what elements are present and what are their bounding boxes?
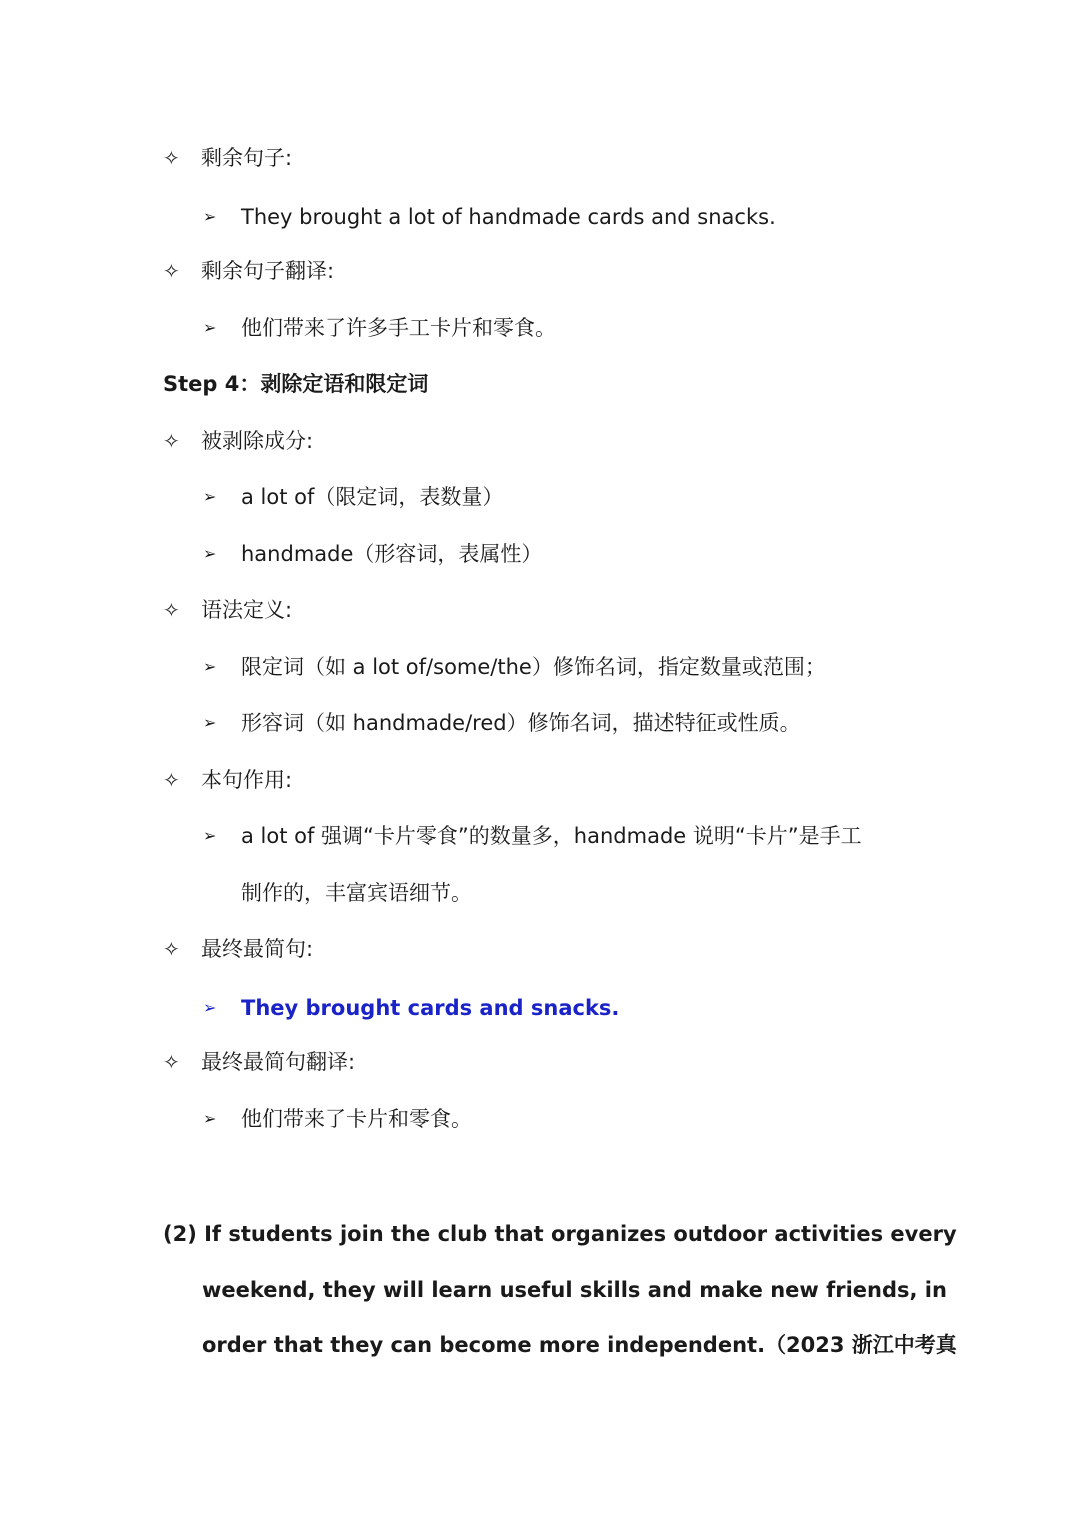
question-line bbox=[163, 1219, 957, 1249]
sub-bullet-text: 他们带来了许多手工卡片和零食。 bbox=[241, 316, 556, 340]
diamond-star-icon: ✧ bbox=[163, 1050, 180, 1074]
sub-bullet-text: a lot of 强调“卡片零食”的数量多，handmade 说明“卡片”是手工 bbox=[241, 824, 862, 848]
arrow-bullet-icon: ➢ bbox=[203, 1109, 217, 1128]
arrow-bullet-icon: ➢ bbox=[203, 826, 217, 845]
bullet-text: 最终最简句: bbox=[201, 937, 314, 961]
step-heading: Step 4：剥除定语和限定词 bbox=[163, 372, 429, 396]
sub-bullet-text: They brought a lot of handmade cards and snacks. bbox=[241, 205, 776, 229]
arrow-bullet-icon: ➢ bbox=[203, 318, 217, 337]
diamond-star-icon: ✧ bbox=[163, 259, 180, 283]
question-line-text: (2) If students join the club that organizes outdoor activities every bbox=[163, 1222, 957, 1246]
bullet-text: 最终最简句翻译: bbox=[201, 1050, 356, 1074]
arrow-bullet-icon: ➢ bbox=[203, 487, 217, 506]
bullet-text: 剩余句子: bbox=[201, 146, 293, 170]
diamond-star-icon: ✧ bbox=[163, 146, 180, 170]
sub-bullet-text: 制作的，丰富宾语细节。 bbox=[241, 881, 472, 905]
sub-bullet-text: handmade（形容词，表属性） bbox=[241, 542, 543, 566]
bullet-text: 剩余句子翻译: bbox=[201, 259, 335, 283]
bullet-text: 语法定义: bbox=[201, 598, 293, 622]
diamond-star-icon: ✧ bbox=[163, 429, 180, 453]
question-line bbox=[202, 1275, 947, 1305]
question-line-text: weekend, they will learn useful skills and make new friends, in bbox=[202, 1278, 947, 1302]
bullet-text: 被剥除成分: bbox=[201, 429, 314, 453]
arrow-bullet-icon: ➢ bbox=[203, 207, 217, 226]
diamond-star-icon: ✧ bbox=[163, 598, 180, 622]
arrow-bullet-icon: ➢ bbox=[203, 998, 217, 1017]
question-line bbox=[202, 1330, 957, 1360]
question-line-text: order that they can become more independent.（2023 浙江中考真 bbox=[202, 1333, 957, 1357]
final-sentence-text: They brought cards and snacks. bbox=[241, 996, 620, 1020]
bullet-text: 本句作用: bbox=[201, 768, 293, 792]
sub-bullet-text: 形容词（如 handmade/red）修饰名词，描述特征或性质。 bbox=[241, 711, 801, 735]
arrow-bullet-icon: ➢ bbox=[203, 657, 217, 676]
diamond-star-icon: ✧ bbox=[163, 768, 180, 792]
sub-bullet-text: 他们带来了卡片和零食。 bbox=[241, 1107, 472, 1131]
sub-bullet-text: a lot of（限定词，表数量） bbox=[241, 485, 504, 509]
arrow-bullet-icon: ➢ bbox=[203, 713, 217, 732]
sub-bullet-text: 限定词（如 a lot of/some/the）修饰名词，指定数量或范围； bbox=[241, 655, 826, 679]
diamond-star-icon: ✧ bbox=[163, 937, 180, 961]
arrow-bullet-icon: ➢ bbox=[203, 544, 217, 563]
